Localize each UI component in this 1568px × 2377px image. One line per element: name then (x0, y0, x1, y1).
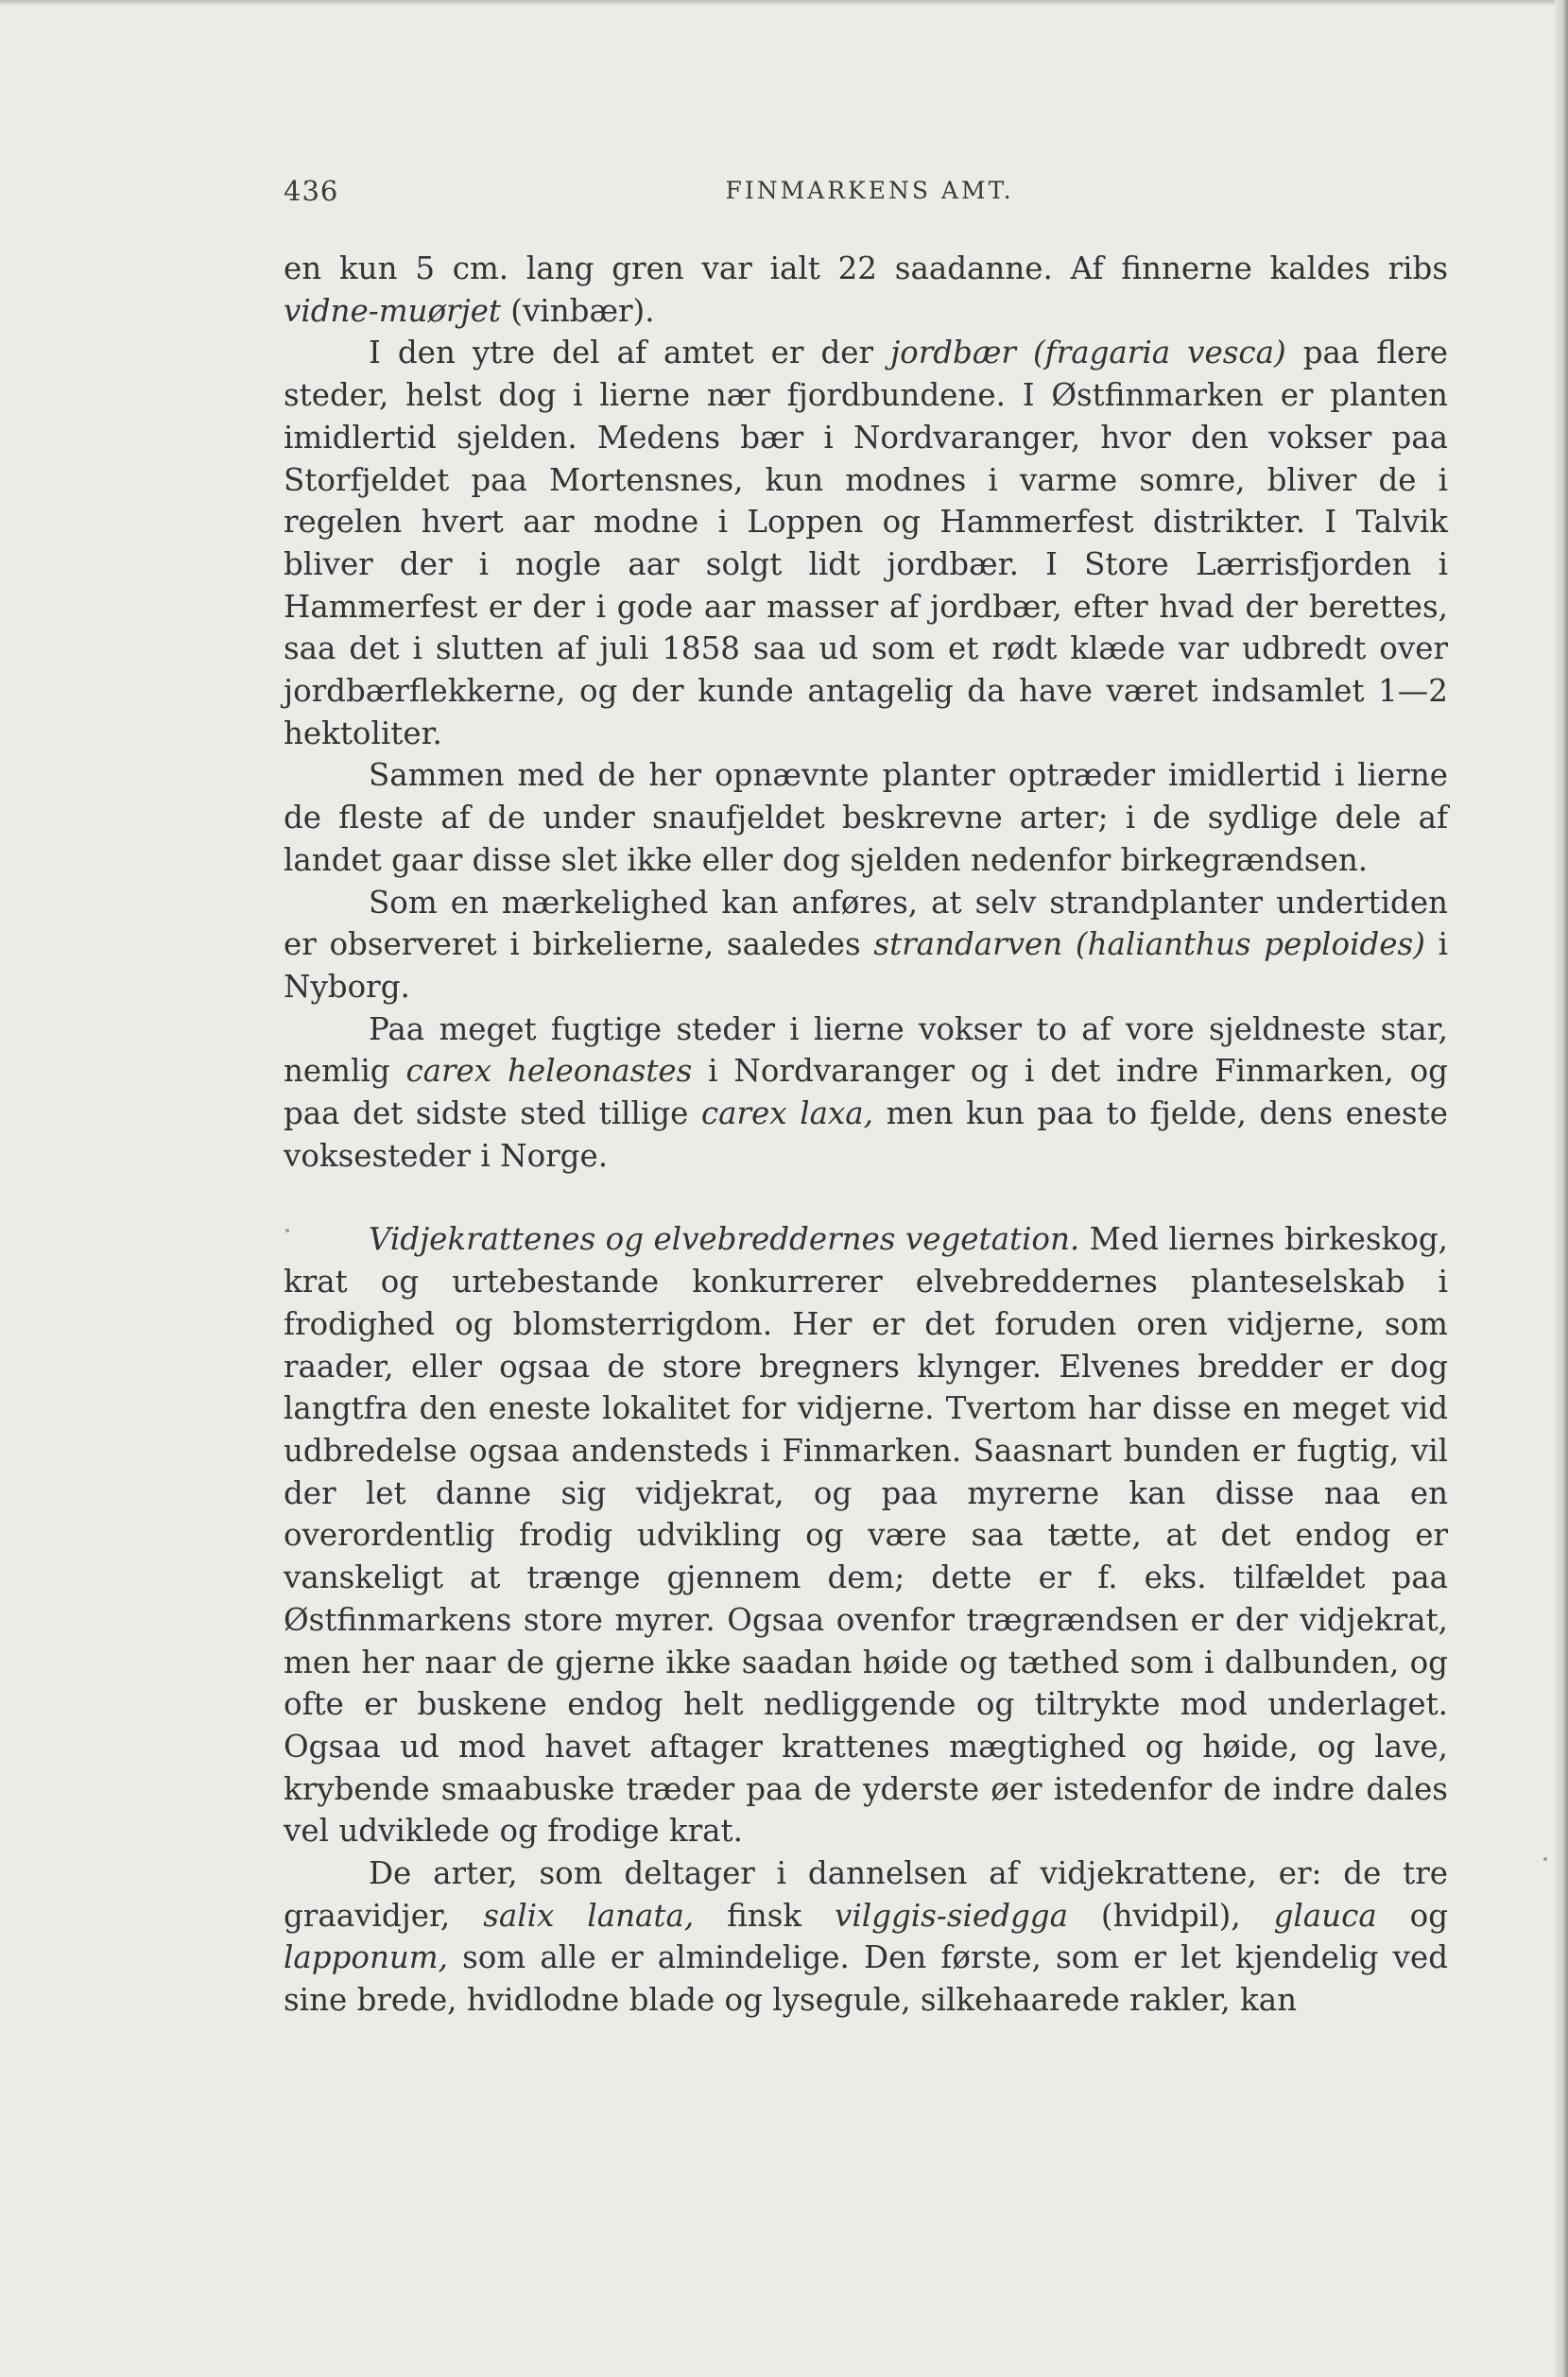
section-heading: Vidjekrattenes og elvebreddernes vegetation. (369, 1221, 1080, 1258)
page-number: 436 (284, 175, 339, 207)
text-run: (hvidpil), (1067, 1897, 1274, 1934)
italic-term: lapponum, (284, 1939, 448, 1976)
text-run: i Nordvaranger og i det indre Finmarken, og paa det sidste sted tillige (284, 1053, 1448, 1132)
paper-speck (1543, 1857, 1547, 1861)
running-head: FINMARKENS AMT. (725, 177, 1014, 204)
italic-term: strandarven (halianthus peploides) (873, 926, 1425, 963)
paragraph-6 (284, 1218, 1448, 1852)
text-run: en kun 5 cm. lang gren var ialt 22 saadanne. Af finnerne kaldes ribs (284, 250, 1448, 286)
text-run: (vinbær). (500, 292, 655, 329)
page-top-edge (0, 0, 1568, 6)
page-right-edge (1555, 0, 1568, 2377)
paragraph-4 (284, 882, 1448, 1008)
text-run: paa flere steder, helst dog i lierne nær fjordbundene. I Østfinmarken er planten imidlertid sjelden. Medens bær i Nordvaranger, hvor den vokser paa Storfjeldet paa Mortensnes, kun modnes i varme somre, bliver de i regelen hvert aar modne i Loppen og Hammerfest distrikter. I Talvik bliver der i nogle aar solgt lidt jordbær. I Store Lærrisfjorden i Hammerfest er der i gode aar masser af jordbær, efter hvad der berettes, saa det i slutten af juli 1858 saa ud som et rødt klæde var udbredt over jordbærflekkerne, og der kunde antagelig da have været indsamlet 1—2 hektoliter. (284, 335, 1449, 751)
text-run: som alle er almindelige. Den første, som er let kjendelig ved sine brede, hvidlodne blade og lysegule, silkehaarede rakler, kan (284, 1939, 1448, 2019)
text-run: Med liernes birkeskog, krat og urtebestande konkurrerer elvebreddernes planteselskab i frodighed og blomsterrigdom. Her er det foruden oren vidjerne, som raader, eller ogsaa de store bregners klynger. Elvenes bredder er dog langtfra den eneste lokalitet for vidjerne. Tvertom har disse en meget vid udbredelse ogsaa andensteds i Finmarken. Saasnart bunden er fugtig, vil der let danne sig vidjekrat, og paa myrerne kan disse naa en overordentlig frodig udvikling og være saa tætte, at det endog er vanskeligt at trænge gjennem dem; dette er f. eks. tilfældet paa Østfinmarkens store myrer. Ogsaa ovenfor trægrændsen er der vidjekrat, men her naar de gjerne ikke saadan høide og tæthed som i dalbunden, og ofte er buskene endog helt nedliggende og tiltrykte mod underlaget. Ogsaa ud mod havet aftager krattenes mægtighed og høide, og lave, krybende smaabuske træder paa de yderste øer istedenfor de indre dales vel udviklede og frodige krat. (284, 1221, 1448, 1850)
paper-speck (285, 1229, 289, 1232)
text-run: men kun paa to fjelde, dens eneste voksesteder i Norge. (284, 1095, 1448, 1174)
italic-term: carex laxa, (700, 1095, 873, 1132)
text-run: I den ytre del af amtet er der (369, 335, 891, 371)
text-run: finsk (694, 1897, 836, 1934)
text-run: og (1376, 1897, 1449, 1934)
text-run: Som en mærkelighed kan anføres, at selv strandplanter undertiden er observeret i birkelierne, saaledes (284, 884, 1448, 963)
italic-term: jordbær (fragaria vesca) (890, 335, 1286, 371)
page-header (284, 175, 1456, 222)
italic-term: vidne-muørjet (284, 292, 501, 329)
paragraph-1 (284, 248, 1448, 332)
text-run: De arter, som deltager i dannelsen af vidjekrattene, er: de tre graavidjer, (284, 1855, 1448, 1934)
body-text (284, 248, 1448, 2022)
text-run: Sammen med de her opnævnte planter optræder imidlertid i lierne de fleste af de under snaufjeldet beskrevne arter; i de sydlige dele af landet gaar disse slet ikke eller dog sjelden nedenfor birkegrændsen. (284, 757, 1448, 878)
italic-term: vilggis-siedgga (835, 1897, 1068, 1934)
paragraph-2 (284, 332, 1448, 754)
paragraph-7 (284, 1852, 1448, 2022)
italic-term: carex heleonastes (405, 1053, 693, 1090)
paragraph-3 (284, 754, 1448, 881)
section-gap (284, 1177, 1448, 1218)
italic-term: salix lanata, (483, 1897, 695, 1934)
text-run: i Nyborg. (284, 926, 1448, 1005)
text-run: Paa meget fugtige steder i lierne vokser to af vore sjeldneste star, nemlig (284, 1010, 1448, 1090)
paragraph-5 (284, 1008, 1448, 1178)
italic-term: glauca (1273, 1897, 1377, 1934)
